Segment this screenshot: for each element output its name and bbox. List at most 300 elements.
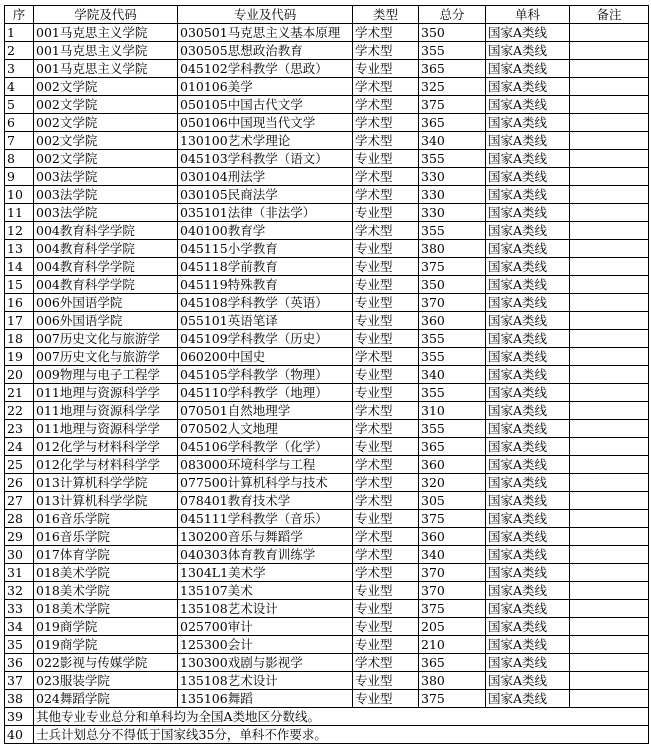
table-row <box>5 690 649 708</box>
single-subject: 国家A类线 <box>486 186 570 204</box>
header-row <box>5 6 649 24</box>
type: 学术型 <box>353 420 419 438</box>
table-row <box>5 222 649 240</box>
total-score: 375 <box>419 600 486 618</box>
type: 学术型 <box>353 132 419 150</box>
type: 专业型 <box>353 672 419 690</box>
single-subject: 国家A类线 <box>486 636 570 654</box>
major: 045115小学教育 <box>178 240 353 258</box>
note-text: 士兵计划总分不得低于国家线35分，单科不作要求。 <box>34 726 649 744</box>
major: 035101法律（非法学） <box>178 204 353 222</box>
row-index: 15 <box>5 276 34 294</box>
major: 045105学科教学（物理） <box>178 366 353 384</box>
college: 003法学院 <box>34 168 178 186</box>
single-subject: 国家A类线 <box>486 312 570 330</box>
total-score: 355 <box>419 420 486 438</box>
college: 001马克思主义学院 <box>34 42 178 60</box>
row-index: 32 <box>5 582 34 600</box>
type: 专业型 <box>353 312 419 330</box>
college: 011地理与资源科学学 <box>34 384 178 402</box>
total-score: 375 <box>419 510 486 528</box>
single-subject: 国家A类线 <box>486 510 570 528</box>
single-subject: 国家A类线 <box>486 564 570 582</box>
remark <box>570 96 649 114</box>
row-index: 35 <box>5 636 34 654</box>
total-score: 360 <box>419 456 486 474</box>
type: 专业型 <box>353 294 419 312</box>
table-row <box>5 186 649 204</box>
table-row <box>5 294 649 312</box>
total-score: 340 <box>419 366 486 384</box>
college: 012化学与材料科学学 <box>34 438 178 456</box>
remark <box>570 348 649 366</box>
row-index: 12 <box>5 222 34 240</box>
table-row <box>5 258 649 276</box>
single-subject: 国家A类线 <box>486 546 570 564</box>
total-score: 330 <box>419 204 486 222</box>
college: 019商学院 <box>34 618 178 636</box>
total-score: 355 <box>419 150 486 168</box>
total-score: 355 <box>419 348 486 366</box>
type: 学术型 <box>353 168 419 186</box>
remark <box>570 24 649 42</box>
remark <box>570 582 649 600</box>
college: 011地理与资源科学学 <box>34 420 178 438</box>
major: 040303体育教育训练学 <box>178 546 353 564</box>
type: 学术型 <box>353 654 419 672</box>
major: 125300会计 <box>178 636 353 654</box>
remark <box>570 150 649 168</box>
table-row <box>5 636 649 654</box>
major: 045103学科教学（语文） <box>178 150 353 168</box>
major: 078401教育技术学 <box>178 492 353 510</box>
total-score: 305 <box>419 492 486 510</box>
remark <box>570 654 649 672</box>
row-index: 22 <box>5 402 34 420</box>
total-score: 325 <box>419 78 486 96</box>
row-index: 7 <box>5 132 34 150</box>
college: 022影视与传媒学院 <box>34 654 178 672</box>
row-index: 34 <box>5 618 34 636</box>
college: 004教育科学学院 <box>34 258 178 276</box>
major: 045111学科教学（音乐） <box>178 510 353 528</box>
college: 018美术学院 <box>34 564 178 582</box>
table-row <box>5 438 649 456</box>
row-index: 17 <box>5 312 34 330</box>
row-index: 25 <box>5 456 34 474</box>
single-subject: 国家A类线 <box>486 78 570 96</box>
table-row <box>5 474 649 492</box>
major: 045102学科教学（思政） <box>178 60 353 78</box>
single-subject: 国家A类线 <box>486 348 570 366</box>
single-subject: 国家A类线 <box>486 402 570 420</box>
major: 070502人文地理 <box>178 420 353 438</box>
major: 070501自然地理学 <box>178 402 353 420</box>
col-total-header: 总分 <box>419 6 486 24</box>
row-index: 33 <box>5 600 34 618</box>
table-row <box>5 168 649 186</box>
major: 045106学科教学（化学） <box>178 438 353 456</box>
col-major-header: 专业及代码 <box>178 6 353 24</box>
type: 学术型 <box>353 114 419 132</box>
college: 002文学院 <box>34 114 178 132</box>
total-score: 205 <box>419 618 486 636</box>
total-score: 355 <box>419 222 486 240</box>
single-subject: 国家A类线 <box>486 42 570 60</box>
remark <box>570 438 649 456</box>
remark <box>570 132 649 150</box>
type: 学术型 <box>353 528 419 546</box>
row-index: 23 <box>5 420 34 438</box>
table-row <box>5 654 649 672</box>
type: 专业型 <box>353 150 419 168</box>
col-college-header: 学院及代码 <box>34 6 178 24</box>
major: 040100教育学 <box>178 222 353 240</box>
major: 050105中国古代文学 <box>178 96 353 114</box>
college: 009物理与电子工程学 <box>34 366 178 384</box>
row-index: 27 <box>5 492 34 510</box>
major: 030104刑法学 <box>178 168 353 186</box>
row-index: 37 <box>5 672 34 690</box>
table-row <box>5 114 649 132</box>
type: 专业型 <box>353 618 419 636</box>
major: 025700审计 <box>178 618 353 636</box>
total-score: 360 <box>419 312 486 330</box>
row-index: 21 <box>5 384 34 402</box>
col-index-header: 序 <box>5 6 34 24</box>
remark <box>570 636 649 654</box>
single-subject: 国家A类线 <box>486 294 570 312</box>
table-row <box>5 204 649 222</box>
total-score: 355 <box>419 330 486 348</box>
type: 学术型 <box>353 474 419 492</box>
total-score: 310 <box>419 402 486 420</box>
college: 018美术学院 <box>34 582 178 600</box>
college: 019商学院 <box>34 636 178 654</box>
table-row <box>5 582 649 600</box>
single-subject: 国家A类线 <box>486 96 570 114</box>
row-index: 1 <box>5 24 34 42</box>
total-score: 355 <box>419 42 486 60</box>
type: 专业型 <box>353 330 419 348</box>
single-subject: 国家A类线 <box>486 654 570 672</box>
remark <box>570 330 649 348</box>
row-index: 38 <box>5 690 34 708</box>
major: 130200音乐与舞蹈学 <box>178 528 353 546</box>
total-score: 380 <box>419 240 486 258</box>
total-score: 380 <box>419 672 486 690</box>
single-subject: 国家A类线 <box>486 582 570 600</box>
college: 006外国语学院 <box>34 294 178 312</box>
row-index: 30 <box>5 546 34 564</box>
major: 1304L1美术学 <box>178 564 353 582</box>
total-score: 210 <box>419 636 486 654</box>
row-index: 18 <box>5 330 34 348</box>
note-row <box>5 726 649 744</box>
remark <box>570 168 649 186</box>
major: 130300戏剧与影视学 <box>178 654 353 672</box>
remark <box>570 600 649 618</box>
single-subject: 国家A类线 <box>486 24 570 42</box>
type: 学术型 <box>353 24 419 42</box>
single-subject: 国家A类线 <box>486 330 570 348</box>
major: 010106美学 <box>178 78 353 96</box>
table-row <box>5 546 649 564</box>
college: 017体育学院 <box>34 546 178 564</box>
major: 135108艺术设计 <box>178 600 353 618</box>
row-index: 24 <box>5 438 34 456</box>
college: 001马克思主义学院 <box>34 24 178 42</box>
remark <box>570 510 649 528</box>
table-row <box>5 150 649 168</box>
remark <box>570 564 649 582</box>
college: 007历史文化与旅游学 <box>34 330 178 348</box>
col-single-header: 单科 <box>486 6 570 24</box>
note-row <box>5 708 649 726</box>
type: 专业型 <box>353 690 419 708</box>
table-row <box>5 402 649 420</box>
total-score: 365 <box>419 114 486 132</box>
table-row <box>5 366 649 384</box>
single-subject: 国家A类线 <box>486 204 570 222</box>
single-subject: 国家A类线 <box>486 276 570 294</box>
major: 130100艺术学理论 <box>178 132 353 150</box>
major: 030501马克思主义基本原理 <box>178 24 353 42</box>
college: 004教育科学学院 <box>34 276 178 294</box>
major: 045118学前教育 <box>178 258 353 276</box>
total-score: 365 <box>419 438 486 456</box>
single-subject: 国家A类线 <box>486 528 570 546</box>
remark <box>570 312 649 330</box>
single-subject: 国家A类线 <box>486 492 570 510</box>
total-score: 340 <box>419 546 486 564</box>
row-index: 8 <box>5 150 34 168</box>
remark <box>570 258 649 276</box>
type: 学术型 <box>353 456 419 474</box>
remark <box>570 384 649 402</box>
college: 004教育科学学院 <box>34 222 178 240</box>
total-score: 370 <box>419 582 486 600</box>
table-row <box>5 492 649 510</box>
single-subject: 国家A类线 <box>486 222 570 240</box>
total-score: 365 <box>419 60 486 78</box>
major: 135107美术 <box>178 582 353 600</box>
total-score: 350 <box>419 24 486 42</box>
table-row <box>5 348 649 366</box>
total-score: 370 <box>419 294 486 312</box>
type: 学术型 <box>353 222 419 240</box>
college: 003法学院 <box>34 204 178 222</box>
row-index: 9 <box>5 168 34 186</box>
table-row <box>5 528 649 546</box>
table-row <box>5 330 649 348</box>
admission-score-table <box>4 5 649 744</box>
col-remark-header: 备注 <box>570 6 649 24</box>
type: 学术型 <box>353 78 419 96</box>
college: 004教育科学学院 <box>34 240 178 258</box>
college: 001马克思主义学院 <box>34 60 178 78</box>
row-index: 2 <box>5 42 34 60</box>
remark <box>570 78 649 96</box>
note-index: 39 <box>5 708 34 726</box>
single-subject: 国家A类线 <box>486 60 570 78</box>
remark <box>570 402 649 420</box>
major: 030505思想政治教育 <box>178 42 353 60</box>
college: 018美术学院 <box>34 600 178 618</box>
remark <box>570 690 649 708</box>
remark <box>570 114 649 132</box>
remark <box>570 186 649 204</box>
type: 专业型 <box>353 636 419 654</box>
table-row <box>5 42 649 60</box>
row-index: 4 <box>5 78 34 96</box>
single-subject: 国家A类线 <box>486 672 570 690</box>
type: 学术型 <box>353 564 419 582</box>
type: 专业型 <box>353 600 419 618</box>
major: 077500计算机科学与技术 <box>178 474 353 492</box>
remark <box>570 456 649 474</box>
major: 045110学科教学（地理） <box>178 384 353 402</box>
remark <box>570 366 649 384</box>
row-index: 31 <box>5 564 34 582</box>
row-index: 3 <box>5 60 34 78</box>
total-score: 330 <box>419 168 486 186</box>
remark <box>570 672 649 690</box>
college: 002文学院 <box>34 132 178 150</box>
row-index: 16 <box>5 294 34 312</box>
table-row <box>5 24 649 42</box>
single-subject: 国家A类线 <box>486 690 570 708</box>
single-subject: 国家A类线 <box>486 132 570 150</box>
college: 016音乐学院 <box>34 510 178 528</box>
row-index: 6 <box>5 114 34 132</box>
single-subject: 国家A类线 <box>486 600 570 618</box>
major: 060200中国史 <box>178 348 353 366</box>
row-index: 29 <box>5 528 34 546</box>
table-row <box>5 564 649 582</box>
college: 013计算机科学学院 <box>34 474 178 492</box>
type: 专业型 <box>353 60 419 78</box>
total-score: 360 <box>419 528 486 546</box>
table-row <box>5 96 649 114</box>
major: 055101英语笔译 <box>178 312 353 330</box>
single-subject: 国家A类线 <box>486 618 570 636</box>
college: 016音乐学院 <box>34 528 178 546</box>
table-row <box>5 384 649 402</box>
college: 012化学与材料科学学 <box>34 456 178 474</box>
single-subject: 国家A类线 <box>486 384 570 402</box>
row-index: 10 <box>5 186 34 204</box>
remark <box>570 204 649 222</box>
total-score: 375 <box>419 96 486 114</box>
table-row <box>5 132 649 150</box>
total-score: 320 <box>419 474 486 492</box>
total-score: 375 <box>419 690 486 708</box>
major: 135108艺术设计 <box>178 672 353 690</box>
row-index: 5 <box>5 96 34 114</box>
single-subject: 国家A类线 <box>486 456 570 474</box>
total-score: 370 <box>419 564 486 582</box>
college: 007历史文化与旅游学 <box>34 348 178 366</box>
major: 135106舞蹈 <box>178 690 353 708</box>
row-index: 14 <box>5 258 34 276</box>
college: 011地理与资源科学学 <box>34 402 178 420</box>
remark <box>570 294 649 312</box>
table-body <box>5 24 649 744</box>
single-subject: 国家A类线 <box>486 474 570 492</box>
row-index: 26 <box>5 474 34 492</box>
type: 学术型 <box>353 492 419 510</box>
row-index: 20 <box>5 366 34 384</box>
row-index: 13 <box>5 240 34 258</box>
college: 003法学院 <box>34 186 178 204</box>
college: 002文学院 <box>34 150 178 168</box>
major: 050106中国现当代文学 <box>178 114 353 132</box>
major: 045119特殊教育 <box>178 276 353 294</box>
total-score: 365 <box>419 654 486 672</box>
type: 学术型 <box>353 402 419 420</box>
type: 专业型 <box>353 240 419 258</box>
table-row <box>5 60 649 78</box>
college: 002文学院 <box>34 78 178 96</box>
total-score: 340 <box>419 132 486 150</box>
row-index: 11 <box>5 204 34 222</box>
major: 045109学科教学（历史） <box>178 330 353 348</box>
row-index: 19 <box>5 348 34 366</box>
type: 学术型 <box>353 186 419 204</box>
table-row <box>5 78 649 96</box>
college: 023服装学院 <box>34 672 178 690</box>
single-subject: 国家A类线 <box>486 438 570 456</box>
total-score: 375 <box>419 258 486 276</box>
remark <box>570 222 649 240</box>
total-score: 355 <box>419 384 486 402</box>
table-row <box>5 510 649 528</box>
type: 专业型 <box>353 582 419 600</box>
college: 013计算机科学学院 <box>34 492 178 510</box>
col-type-header: 类型 <box>353 6 419 24</box>
type: 专业型 <box>353 510 419 528</box>
table-row <box>5 276 649 294</box>
college: 006外国语学院 <box>34 312 178 330</box>
note-text: 其他专业专业总分和单科均为全国A类地区分数线。 <box>34 708 649 726</box>
type: 专业型 <box>353 438 419 456</box>
type: 专业型 <box>353 276 419 294</box>
type: 专业型 <box>353 366 419 384</box>
single-subject: 国家A类线 <box>486 150 570 168</box>
table-row <box>5 600 649 618</box>
table-row <box>5 420 649 438</box>
table-row <box>5 312 649 330</box>
type: 学术型 <box>353 348 419 366</box>
single-subject: 国家A类线 <box>486 168 570 186</box>
remark <box>570 546 649 564</box>
single-subject: 国家A类线 <box>486 366 570 384</box>
remark <box>570 420 649 438</box>
single-subject: 国家A类线 <box>486 240 570 258</box>
remark <box>570 474 649 492</box>
remark <box>570 276 649 294</box>
remark <box>570 492 649 510</box>
total-score: 330 <box>419 186 486 204</box>
college: 024舞蹈学院 <box>34 690 178 708</box>
remark <box>570 60 649 78</box>
major: 083000环境科学与工程 <box>178 456 353 474</box>
type: 专业型 <box>353 384 419 402</box>
total-score: 350 <box>419 276 486 294</box>
row-index: 28 <box>5 510 34 528</box>
remark <box>570 240 649 258</box>
